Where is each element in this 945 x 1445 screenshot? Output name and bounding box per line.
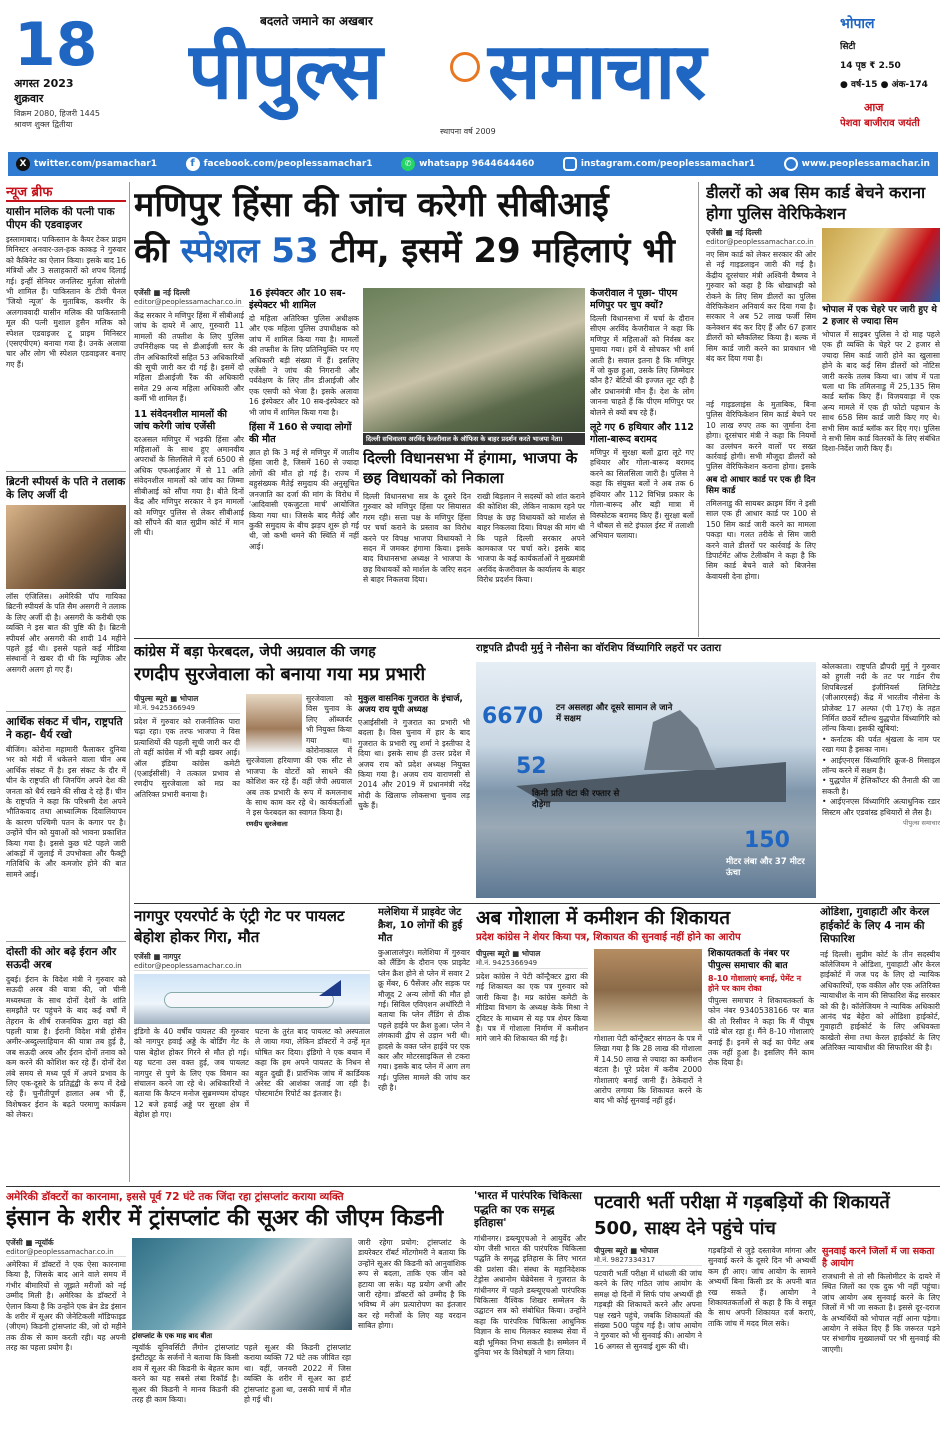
congress-head-2: रणदीप सुरजेवाला को बनाया गया मप्र प्रभारी: [134, 664, 426, 685]
section-rule: [6, 1186, 940, 1187]
nagpur-body-1: इंडिगो के 40 वर्षीय पायलट की गुरुवार को नागपुर हवाई अड्डे के बोर्डिंग गेट के पास बेहोश होकर गिरने से मौत हो गई। यह घटना उस वक्त हुई, जब पायलट नागपुर से पुणे के लिए एक विमान का संचालन करने जा रहे थे। अधिकारियों ने बताया कि कैप्टन मनोज सुब्रमण्यम दोपहर 12 बजे हवाई अड्डे पर सुरक्षा क्षेत्र में बेहोश हो गए।: [134, 1027, 249, 1120]
kejriwal-body: दिल्ली विधानसभा में चर्चा के दौरान सीएम अरविंद केजरीवाल ने कहा कि मणिपुर में महिलाओं को निर्वस्त्र कर घुमाया गया। हमें ये सोचकर भी शर्म आती है। सवाल इतना है कि मणिपुर में जो कुछ हुआ, उसके लिए जिम्मेदार कौन है? बेटियों की इज्जत लूट रही है और प्रधानमंत्री मौन हैं। देश के लोग जानना चाहते हैं कि पीएम मणिपुर पर बोलने से क्यों बच रहे हैं।: [590, 314, 694, 417]
founded: स्थापना वर्ष 2009: [440, 127, 496, 136]
kejriwal-story: [590, 288, 694, 634]
mobile-number: मो.नं. 9425366949: [476, 959, 588, 969]
sim-story: [706, 182, 940, 637]
lead-subhead-3: हिंसा में 160 से ज्यादा लोगों की मौत: [249, 422, 352, 446]
navy-bullet: • आईएनएस विंध्यागिरि अत्याधुनिक रडार सिस्टम और एडवांस्ड हथियारों से लैस है।: [822, 797, 940, 817]
today-label: आज: [864, 101, 884, 114]
label-6670-text: टन असलहा और दूसरे सामान ले जाने में सक्षम: [556, 703, 673, 724]
brief-item-1: [6, 206, 126, 472]
title-left: पीपुल्स: [188, 27, 382, 117]
today-event: पेशवा बाजीराव जयंती: [840, 118, 920, 129]
social-whatsapp[interactable]: [401, 157, 534, 171]
odisha-story: [820, 906, 940, 1156]
surjewala-photo: [246, 694, 302, 752]
lead-body-1: केंद्र सरकार ने मणिपुर हिंसा में सीबीआई जांच के दायरे में आए, गुरुवारी 11 मामलों की तफ्तीश के लिए पुलिस उपनिरीक्षक पद से डीआईजी स्तर के तीन अधिकारियों सहित 53 अधिकारियों की सूची जारी कर दी गई है। इसमें दो महिला डीआईजी रैंक की अधिकारी समेत 29 अन्य महिला अधिकारी और कर्मी भी शामिल हैं।: [134, 311, 244, 404]
edition: सिटी: [840, 42, 856, 52]
protest-photo: [363, 288, 585, 432]
news-brief-column: [6, 182, 126, 1186]
brief-head: ब्रिटनी स्पीयर्स के पति ने तलाक के लिए अर्जी दी: [6, 476, 126, 501]
logo-emblem-icon: [450, 52, 480, 82]
social-text: instagram.com/peoplessamachar1: [580, 159, 756, 169]
kidney-prehead: अमेरिकी डॉक्टरों का कारनामा, इससे पूर्व 72 घंटे तक जिंदा रहा ट्रांसप्लांट कराया व्यक्ति: [6, 1191, 344, 1203]
section-rule: [134, 638, 940, 639]
brief-item-2: [6, 476, 126, 712]
label-6670: 6670: [482, 704, 544, 729]
year-issue: ● वर्ष-15 ● अंक-174: [840, 80, 928, 90]
indigo-plane-photo: [134, 974, 370, 1024]
kidney-body-2: न्यूयॉर्क यूनिवर्सिटी लैंगोन ट्रांसप्लांट इंस्टीट्यूट के सर्जनों ने बताया कि किसी शव में सूअर की किडनी के बेहतर काम करने का यह सबसे लंबा रिकॉर्ड है। सूअर की किडनी ने मानव किडनी की तरह ही काम किया।: [132, 1343, 239, 1405]
instagram-icon: [563, 157, 577, 171]
delhi-head: दिल्ली विधानसभा में हंगामा, भाजपा के छह विधायकों को निकाला: [363, 449, 578, 487]
ayurveda-story: [474, 1190, 586, 1442]
patwari-body-1: पटवारी भर्ती परीक्षा में धांधली की जांच करने के लिए गठित जांच आयोग के समक्ष दो दिनों में सिर्फ पांच अभ्यर्थी ही गड़बड़ी की शिकायतें करने और अपना पक्ष रखने पहुंचे, जबकि शिकायतों की संख्या 500 पहुंच गई है। जांच आयोग ने गुरुवार को भी सुनवाई की। आयोग ने 16 अगस्त से सुनवाई शुरू की थी।: [594, 1269, 702, 1351]
kidney-head: इंसान के शरीर में ट्रांसप्लांट की सूअर की जीएम किडनी: [6, 1206, 444, 1231]
lead-body-col2: [249, 288, 359, 634]
brief-body: इस्लामाबाद। पाकिस्तान के कैयर टेकर प्राइम मिनिस्टर अनवार-उल-हक काकड़ ने गुरुवार को कैबिनेट का ऐलान किया। इसके बाद 16 मंत्रियों और 3 सलाहकारों को शपथ दिलाई गई। इन्हीं सेनियर जनलिस्ट मुर्तजा सोलंगी भी शामिल हैं। पाकिस्तान के टीवी चैनल 'जियो न्यूज' के मुताबिक, कश्मीर के अलगाववादी यासीन मलिक की पाकिस्तानी मूल की पत्नी मुशाल हुसैन मलिक को स्पेशल एडवाइजर टू प्राइम मिनिस्टर (एसएपीएम) बनाया गया है। उनके अलावा चार और लोग भी स्पेशल एडवाइजर बनाए गए हैं।: [6, 235, 126, 369]
sim-body-2: नई गाइडलाइंस के मुताबिक, बिना पुलिस वेरिफिकेशन सिम कार्ड बेचने पर 10 लाख रुपए तक का जुर्माना देना होगा। दूरसंचार मंत्री ने कहा कि नियमों का उल्लंघन करने वालों पर सख्त कार्रवाई होगी। सभी मौजूदा डीलरों को पुलिस वेरिफिकेशन कराना होगा। इसके: [706, 400, 816, 472]
sim-box-body: भोपाल में साइबर पुलिस ने दो माह पहले एक ही व्यक्ति के चेहरे पर 2 हजार से ज्यादा सिम कार्ड जारी होने का खुलासा होने के बाद कई सिम डीलरों को नोटिस जारी करके तलब किया था। जांच में पता चला था कि तमिलनाडु में 25,135 सिम कार्ड ब्लॉक किए हैं। विजयवाड़ा में एक अन्य मामले में एक ही फोटो पहचान के साथ 658 सिम कार्ड जारी किए गए थे। सभी सिम कार्ड ब्लॉक कर दिए गए। पुलिस ने सभी सिम कार्ड वितरकों के लिए संबंधित दिशा-निर्देश जारी किए हैं।: [822, 330, 940, 454]
newspaper-title: [188, 24, 818, 124]
gaushala-box-body: पीपुल्स समाचार ने शिकायतकर्ता के फोन नंबर 9340538166 पर बात की तो रिसीवर ने कहा कि मैं पीयूष पांडे बोल रहा हूं। मैंने 8-10 गोशालाएं बनाई हैं। इनमें से कई का पेमेंट अब तक नहीं हुआ है। इसलिए मैंने काम रोक दिया है।: [708, 996, 814, 1068]
sim-cards-photo: [822, 228, 940, 302]
lead-highlight: स्पेशल 53: [180, 231, 319, 271]
gaushala-story: [476, 906, 814, 1156]
brief-body: बीजिंग। कोरोना महामारी फैलाकर दुनिया भर को मंदी में धकेलने वाला चीन अब आर्थिक संकट में है। इस संकट के दौर में चीन के राष्ट्रपति शी जिनपिंग अपने देश की जनता को धैर्य रखने की सीख दे रहे हैं। चीन के राष्ट्रपति ने कहा कि परिश्रमी देश अपने भौतिकवाद तथा आध्यात्मिक दिवालियापन के कारण पश्चिमी पतन के कगार पर है। उन्होंने चीन को युवाओं को भावना प्रकाशित किया गया है। इससे कुछ घंटे पहले जारी आंकड़ों में जुलाई में उपभोक्ता और फैक्ट्री गतिविधि के और कमजोर होने की बात सामने आई।: [6, 745, 126, 879]
byline: पीपुल्स ब्यूरो ■ भोपाल: [476, 949, 541, 958]
email: editor@peoplessamachar.co.in: [706, 238, 816, 247]
email: editor@peoplessamachar.co.in: [6, 1248, 126, 1257]
protest-photo-caption: दिल्ली सचिवालय अरविंद केजरीवाल के ऑफिस के बाहर प्रदर्शन करते भाजपा नेता।: [363, 433, 585, 445]
kejriwal-body-2: मणिपुर में सुरक्षा बलों द्वारा लूटे गए हथियार और गोला-बारूद बरामद करने का सिलसिला जारी है। पुलिस ने कहा कि संयुक्त बलों ने अब तक 6 हथियार और 112 विभिन्न प्रकार के गोला-बारूद और बड़ी मात्रा में विस्फोटक बरामद किए हैं। सुरक्षा बलों ने थौबल से सटे इंफाल ईस्ट में तलाशी अभियान चलाया।: [590, 448, 694, 541]
lead-body-4: ज्ञात हो कि 3 मई से मणिपुर में जातीय हिंसा जारी है, जिसमें 160 से ज्यादा लोगों की मौत हो गई है। राज्य में बहुसंख्यक मैतेई समुदाय की अनुसूचित जनजाति का दर्जा की मांग के विरोध में 'आदिवासी एकजुटता मार्च' आयोजित किया गया था। जिसके बाद मैतेई और कुकी समुदाय के बीच झड़प शुरू हो गई थी, जो कभी थमने की स्थिति में नहीं आई।: [249, 448, 359, 551]
label-52: 52: [516, 754, 547, 779]
tithi: श्रावण शुक्ल द्वितीया: [14, 120, 73, 129]
byline: एजेंसी ■ नई दिल्ली: [706, 228, 762, 237]
odisha-head: ओडिशा, गुवाहाटी और केरल हाईकोर्ट के लिए 4 नाम की सिफारिश: [820, 906, 930, 945]
congress-subhead: मुकुल वासनिक गुजरात के इंचार्ज, अजय राय यूपी अध्यक्ष: [358, 694, 463, 715]
mobile-number: मो.नं. 9827334317: [594, 1256, 702, 1266]
britney-photo: [6, 505, 126, 589]
congress-story: [134, 642, 470, 900]
sim-body-1: नए सिम कार्ड को लेकर सरकार की ओर से नई गाइडलाइन जारी की गई है। केंद्रीय दूरसंचार मंत्री अश्विनी वैष्णव ने गुरुवार को कहा है कि धोखाधड़ी को रोकने के लिए सिम डीलरों का पुलिस वेरिफिकेशन अनिवार्य कर दिया गया है। सरकार ने अब 52 लाख फर्जी सिम कनेक्शन बंद कर दिए हैं और 67 हजार डीलरों को ब्लैकलिस्ट किया है। बल्क में सिम कार्ड जारी करने का प्रावधान भी बंद कर दिया गया है।: [706, 250, 816, 364]
kidney-body-1: अमेरिका में डॉक्टरों ने एक ऐसा कारनामा किया है, जिसके बाद आने वाले समय में गंभीर बीमारियों से जूझते मरीजों को नई उम्मीद मिली है। अमेरिका के डॉक्टरों ने ऐलान किया है कि उन्होंने एक ब्रेन डेड इंसान के शरीर में सूअर की जेनेटिकली मॉडिफाइड (जीएम) किडनी ट्रांसप्लांट की, जो दो महीने तक ठीक से काम करती रही। यह अपनी तरह का पहला प्रयोग है।: [6, 1260, 126, 1353]
lead-body-2: दरअसल मणिपुर में भड़की हिंसा और महिलाओं के साथ हुए अमानवीय अपराधों के सिलसिले में दर्ज 6500 से अधिक एफआईआर में से 11 अति संवेदनशील मामलों को जांच का जिम्मा सीबीआई को सौंपा गया है। बीते दिनों केंद्र और मणिपुर सरकार ने इन मामलों को मणिपुर पुलिस से लेकर सीबीआई को सौंपने की बात सुप्रीम कोर्ट में मान ली थी।: [134, 434, 244, 538]
kidney-story: [6, 1190, 466, 1442]
byline: पीपुल्स ब्यूरो ■ भोपाल: [594, 1246, 659, 1255]
cows-photo: [594, 949, 702, 1031]
delhi-body-1: दिल्ली विधानसभा सत्र के दूसरे दिन गुरुवार को मणिपुर हिंसा पर सियासत गरम रही। सत्ता पक्ष के मणिपुर हिंसा पर चर्चा कराने के प्रस्ताव का विरोध करने पर विपक्ष भाजपा विधायकों ने सदन में जमकर हंगामा किया। इसके बाद विधानसभा अध्यक्ष ने भाजपा के छह विधायकों को मार्शल के जरिए सदन से बाहर निकलवा दिया।: [363, 492, 471, 585]
brief-item-3: [6, 716, 126, 942]
column-divider: [129, 182, 130, 1182]
globe-icon: [784, 157, 798, 171]
navy-bullet: • युद्धपोत में हेलिकॉप्टर की तैनाती की जा सकती है।: [822, 776, 940, 796]
social-instagram[interactable]: [563, 157, 755, 171]
email: editor@peoplessamachar.co.in: [134, 962, 370, 971]
brief-head: दोस्ती की ओर बढ़े ईरान और सऊदी अरब: [6, 946, 117, 971]
sim-subhead: अब दो आधार कार्ड पर एक ही दिन सिम कार्ड: [706, 475, 816, 496]
warship-photo: [476, 662, 816, 898]
sim-head: डीलरों को अब सिम कार्ड बेचने कराना होगा पुलिस वेरिफिकेशन: [706, 183, 926, 223]
weekday: शुक्रवार: [14, 92, 44, 105]
social-text: www.peoplessamachar.in: [801, 159, 930, 169]
nagpur-story: [134, 906, 370, 1156]
gaushala-subhead: प्रदेश कांग्रेस ने शेयर किया पत्र, शिकायत की सुनवाई नहीं होने का आरोप: [476, 932, 741, 943]
social-twitter[interactable]: [16, 157, 157, 171]
kejriwal-head: केजरीवाल ने पूछा- पीएम मणिपुर पर चुप क्यों?: [590, 288, 678, 311]
lead-subhead-2: 16 इंस्पेक्टर और 10 सब-इंस्पेक्टर भी शामिल: [249, 288, 346, 311]
label-52-text: किमी प्रति घंटा की रफ्तार से दौड़ेगा: [532, 789, 620, 810]
malaysia-head: मलेशिया में प्राइवेट जेट क्रैश, 10 लोगों की हुई मौत: [378, 907, 463, 944]
delhi-story: [363, 448, 585, 634]
social-facebook[interactable]: [186, 157, 373, 171]
social-text: whatsapp 9644644460: [419, 159, 535, 169]
patwari-body-3: राजधानी से तो सौ किलोमीटर के दायरे में स्थित जिलों का एक दुक भी नहीं पहुंचा। जांच आयोग अब सुनवाई करने के लिए जिलों में भी जा सकता है। इससे दूर-दराज के अभ्यर्थियों को भोपाल नहीं आना पड़ेगा। आयोग ने संकेत दिए हैं कि जरूरत पड़ने पर संभागीय मुख्यालयों पर भी सुनवाई की जाएगी।: [822, 1272, 940, 1354]
date-block: [14, 14, 139, 134]
facebook-icon: f: [186, 157, 200, 171]
gaushala-box-sub: 8-10 गोशालाएं बनाई, पेमेंट न होने पर काम रोका: [708, 974, 802, 993]
brief-head: यासीन मलिक की पत्नी पाक पीएम की एडवाइजर: [6, 206, 115, 231]
samvat: विक्रम 2080, हिजरी 1445: [14, 109, 100, 118]
surgery-caption: ट्रांसप्लांट के एक माह बाद बीता: [132, 1332, 213, 1340]
patwari-body-2: गड़बड़ियों से जुड़े दस्तावेज मांगना और सुनवाई करने के दूसरे दिन भी अभ्यर्थी कम ही आए। जांच आयोग के सामने अभ्यर्थी बिना किसी डर के अपनी बात रख सकते हैं। आयोग ने शिकायतकर्ताओं से कहा है कि वे सबूत के साथ अपनी शिकायत दर्ज कराएं, ताकि जांच में मदद मिल सके।: [708, 1246, 816, 1328]
sim-box-head: भोपाल में एक चेहरे पर जारी हुए थे 2 हजार से ज्यादा सिम: [822, 305, 937, 327]
social-text: facebook.com/peoplessamachar1: [203, 159, 373, 169]
byline: पीपुल्स ब्यूरो ■ भोपाल: [134, 694, 199, 703]
nagpur-body-2: घटना के तुरंत बाद पायलट को अस्पताल ले जाया गया, लेकिन डॉक्टरों ने उन्हें मृत घोषित कर दिया। इंडिगो ने एक बयान में कहा कि हम अपने पायलट के निधन से बहुत दुखी हैं। प्रारंभिक जांच में कार्डियक अरेस्ट की आशंका जताई जा रही है। पोस्टमार्टम रिपोर्ट का इंतजार है।: [255, 1027, 370, 1099]
byline: एजेंसी ■ न्यूयॉर्क: [6, 1238, 54, 1247]
news-brief-label: न्यूज ब्रीफ: [6, 182, 126, 202]
byline: एजेंसी ■ नई दिल्ली: [134, 288, 190, 297]
patwari-head: पटवारी भर्ती परीक्षा में गड़बड़ियों की शिकायतें 500, साक्ष्य देने पहुंचे पांच: [594, 1192, 890, 1239]
gaushala-body-2: गोशाला पेटी कॉन्ट्रैक्टर संगठन के पत्र में लिखा गया है कि 28 लाख की गोशाला में 14.50 लाख से ज्यादा का कमीशन बंटता है। पूरे प्रदेश में करीब 2000 गोशालाएं बनाई जानी हैं। ठेकेदारों ने आरोप लगाया कि शिकायत करने के बाद भी कोई सुनवाई नहीं हुई।: [594, 1034, 702, 1106]
congress-body-1: प्रदेश में गुरुवार को राजनीतिक पारा चढ़ा रहा। एक तरफ भाजपा ने विस प्रत्याशियों की पहली सूची जारी कर दी तो वहीं कांग्रेस में भी बड़ी खबर आई। ऑल इंडिया कांग्रेस कमेटी (एआईसीसी) ने तत्काल प्रभाव से रणदीप सुरजेवाला को मप्र का अतिरिक्त प्रभारी बनाया है।: [134, 717, 240, 799]
lead-subhead-1: 11 संवेदनशील मामलों की जांच करेगी जांच एजेंसी: [134, 408, 228, 432]
kejriwal-subhead: लूटे गए 6 हथियार और 112 गोला-बारूद बरामद: [590, 422, 694, 446]
patwari-story: [594, 1190, 940, 1442]
plane-body: [164, 992, 334, 1008]
label-150-text: मीटर लंबा और 37 मीटर ऊंचा: [726, 857, 805, 878]
lead-headline-line1: मणिपुर हिंसा की जांच करेगी सीबीआई: [134, 185, 609, 225]
mobile-number: मो.नं. 9425366949: [134, 704, 240, 714]
ayurveda-body: गांधीनगर। डब्ल्यूएचओ ने आयुर्वेद और योग जैसी भारत की पारंपरिक चिकित्सा पद्धति के समृद्ध इतिहास के लिए भारत की प्रशंसा की। संस्था के महानिदेशक टेड्रोस अधानोम घेब्रेयेसस ने गुजरात के गांधीनगर में पहले डब्ल्यूएचओ पारंपरिक चिकित्सा वैश्विक शिखर सम्मेलन के उद्घाटन सत्र को संबोधित किया। उन्होंने कहा कि पारंपरिक चिकित्सा आधुनिक विज्ञान के साथ मिलकर स्वास्थ्य सेवा में बड़ी भूमिका निभा सकती है। सम्मेलन में दुनिया भर के विशेषज्ञों ने भाग लिया।: [474, 1233, 586, 1357]
brief-head: आर्थिक संकट में चीन, राष्ट्रपति ने कहा- धैर्य रखो: [6, 716, 123, 741]
navy-credit: पीपुल्स समाचार: [903, 819, 940, 828]
edition-block: [840, 14, 940, 144]
navy-side: [822, 662, 940, 900]
column-divider: [698, 182, 699, 637]
navy-bullet: • आईएनएस विंध्यागिरि क्रूज-8 मिसाइल लॉन्च करने में सक्षम है।: [822, 755, 940, 776]
malaysia-body: कुआलालंपुर। मलेशिया में गुरुवार को लैंडिंग के दौरान एक प्राइवेट प्लेन क्रैश होने से प्लेन में सवार 2 क्रू मेंबर, 6 पैसेंजर और सड़क पर मौजूद 2 अन्य लोगों की मौत हो गई। सिविल एविएशन अथॉरिटी ने बताया कि प्लेन लैंडिंग से ठीक पहले हाईवे पर क्रैश हुआ। प्लेन ने लंगकावी द्वीप से उड़ान भरी थी। हादसे के वक्त प्लेन हाईवे पर एक कार और मोटरसाइकिल से टकरा गया। इसके बाद प्लेन में आग लग गई। पुलिस मामले की जांच कर रही है।: [378, 948, 470, 1093]
navy-story: [476, 642, 940, 900]
whatsapp-icon: ✆: [401, 157, 415, 171]
sim-body-3: तमिलनाडु की सायबर क्राइम विंग ने इसी साल एक ही आधार कार्ड पर 100 से 150 सिम कार्ड जारी करने का मामला पकड़ा था। गलत तरीके से सिम जारी करने वाले डीलरों पर कार्रवाई के लिए डिपार्टमेंट ऑफ टेलीकॉम ने कहा है कि सिम कार्ड बेचने वाले को बिजनेस केवायसी देना होगा।: [706, 499, 816, 581]
masthead: [0, 0, 945, 150]
social-bar: [8, 152, 938, 176]
social-text: twitter.com/psamachar1: [34, 159, 158, 169]
pages-price: 14 पृष्ठ ₹ 2.50: [840, 61, 901, 71]
section-rule: [134, 903, 940, 904]
brief-body: दुबई। ईरान के विदेश मंत्री ने गुरुवार को सऊदी अरब की यात्रा की, जो चीनी मध्यस्थता के साथ दोनों देशों के शांति समझौते पर पहुंचने के बाद कई वर्षों में तेहरान के शीर्ष राजनयिक द्वारा वहां की पहली यात्रा है। ईरानी विदेश मंत्री होसैन अमीर-अब्दुल्लाहियान की यात्रा तब हुई है, जब सऊदी अरब और ईरान दोनों तनाव को कम करने की कोशिश कर रहे हैं। दोनों देश लंबे समय से मध्य पूर्व में अपने प्रभाव के लिए एक-दूसरे के प्रतिद्वंद्वी के रूप में देखे रहे हैं। चुनौतीपूर्ण हालात अब भी हैं, विशेषकर ईरान के बढ़ते परमाणु कार्यक्रम को लेकर।: [6, 975, 126, 1120]
label-150: 150: [744, 828, 790, 853]
patwari-subhead: सुनवाई करने जिलों में जा सकता है आयोग: [822, 1246, 935, 1269]
navy-body: कोलकाता। राष्ट्रपति द्रौपदी मुर्मु ने गुरुवार को हुगली नदी के तट पर गार्डन रीच शिपबिल्डर्स इंजीनियर्स लिमिटेड (जीआरएसई) केंद्र में भारतीय नौसेना के प्रोजेक्ट 17 अल्फा (पी 17ए) के तहत निर्मित छठवें स्टील्थ युद्धपोत विंध्यागिरि को लॉन्च किया। इसकी खूबियां:: [822, 662, 940, 734]
tagline: बदलते जमाने का अखबार: [260, 14, 373, 28]
odisha-body: नई दिल्ली। सुप्रीम कोर्ट के तीन सदस्यीय कॉलेजियम ने ओडिशा, गुवाहाटी और केरल हाईकोर्ट में जज पद के लिए दो न्यायिक अधिकारियों, एक वकील और एक अतिरिक्त न्यायाधीश के नाम की सिफारिश केंद्र सरकार को की है। कॉलेजियम ने न्यायिक अधिकारी आनंद चंद्र बेहेरा को ओडिशा हाईकोर्ट, गुवाहाटी हाईकोर्ट के लिए अधिवक्ता काखेतो सेमा तथा केरल हाईकोर्ट के लिए अतिरिक्त न्यायाधीश की सिफारिश की है।: [820, 949, 940, 1053]
surjewala-caption: रणदीप सुरजेवाला: [246, 819, 288, 828]
lead-body-col1: [134, 288, 244, 634]
ayurveda-head: 'भारत में पारंपरिक चिकित्सा पद्धति का एक समृद्ध इतिहास': [474, 1190, 582, 1229]
nagpur-head: नागपुर एयरपोर्ट के एंट्री गेट पर पायलट बेहोश होकर गिरा, मौत: [134, 907, 345, 946]
brief-body: लॉस एंजिलिस। अमेरिकी पॉप गायिका ब्रिटनी स्पीयर्स के पति सैम असगरी ने तलाक के लिए अर्जी दी है। असगरी के करीबी एक व्यक्ति ने इस बात की पुष्टि की है। ब्रिटनी स्पीयर्स और असगरी की शादी 14 महीने पहले हुई थी। इससे पहले कई मीडिया संस्थानों ने खबर दी थी कि म्यूजिक और असगरी अलग हो गए हैं।: [6, 592, 126, 674]
kidney-body-4: जारी रहेगा प्रयोग: ट्रांसप्लांट के डायरेक्टर रॉबर्ट मोंटगोमरी ने बताया कि उन्होंने सूअर की किडनी को आनुवांशिक रूप से बदला, ताकि एक जीन को हटाया जा सके। यह प्रयोग अभी और जारी रहेगा। डॉक्टरों को उम्मीद है कि भविष्य में अंग प्रत्यारोपण का इंतजार कर रहे मरीजों के लिए यह वरदान साबित होगा।: [358, 1238, 466, 1331]
brief-item-4: [6, 946, 126, 1186]
kidney-body-3: पहले सूअर की किडनी ट्रांसप्लांट कराया व्यक्ति 72 घंटे तक जीवित रहा था। वहीं, जनवरी 2022 में जिस व्यक्ति के शरीर में सूअर का हार्ट ट्रांसप्लांट हुआ था, उसकी मार्च में मौत हो गई थी।: [244, 1343, 351, 1405]
navy-bullet: • कर्नाटक की पर्वत श्रृंखला के नाम पर रखा गया है इसका नाम।: [822, 734, 940, 755]
gaushala-box-head: शिकायतकर्ता के नंबर पर पीपुल्स समाचार की बात: [708, 949, 790, 971]
surgery-photo: [132, 1238, 352, 1330]
gaushala-head: अब गोशाला में कमीशन की शिकायत: [476, 907, 731, 929]
month-year: अगस्त 2023: [14, 77, 74, 90]
title-right: समाचार: [488, 27, 706, 117]
navy-head: राष्ट्रपति द्रौपदी मुर्मु ने नौसेना का वॉरशिप विंध्यागिरि लहरों पर उतारा: [476, 643, 722, 654]
congress-head-1: कांग्रेस में बड़ा फेरबदल, जेपी अग्रवाल की जगह: [134, 644, 376, 660]
date-number: 18: [14, 14, 98, 80]
twitter-icon: X: [16, 157, 30, 171]
lead-body-3: दो महिला अतिरिक्त पुलिस अधीक्षक और एक महिला पुलिस उपाधीक्षक को जांच में शामिल किया गया है। मामलों की तफ्तीश के लिए प्रतिनियुक्ति पर गए अधिकारी बड़ी संख्या में हैं। इसलिए एजेंसी ने जांच की निगरानी और पर्यवेक्षण के लिए तीन डीआईजी और एक एसपी को भेजा है। इसके अलावा 16 इंस्पेक्टर और 10 सब-इंस्पेक्टर को भी जांच में शामिल किया गया है।: [249, 314, 359, 417]
congress-body-3: एआईसीसी ने गुजरात का प्रभारी भी बदला है। विस चुनाव में हार के बाद गुजरात के प्रभारी रघु शर्मा ने इस्तीफा दे दिया था। इसके साथ ही उत्तर प्रदेश में अजय राय को प्रदेश अध्यक्ष नियुक्त किया गया है। अजय राय वाराणसी से 2014 और 2019 में प्रधानमंत्री नरेंद्र मोदी के खिलाफ लोकसभा चुनाव लड़ चुके हैं।: [358, 718, 470, 811]
malaysia-story: [378, 906, 470, 1156]
gaushala-body-1: प्रदेश कांग्रेस ने पेटी कॉन्ट्रैक्टर द्वारा की गई शिकायत का एक पत्र गुरुवार को जारी किया है। मप्र कांग्रेस कमेटी के मीडिया विभाग के अध्यक्ष केके मिश्रा ने ट्विटर के माध्यम से यह पत्र शेयर किया है। पत्र में गोशाला निर्माण में कमीशन मांगे जाने की शिकायत की गई है।: [476, 972, 588, 1044]
city: भोपाल: [840, 16, 875, 32]
email: editor@peoplessamachar.co.in: [134, 298, 244, 307]
lead-headline: [134, 182, 694, 282]
lead-headline-line2: की स्पेशल 53 टीम, इसमें 29 महिलाएं भी: [134, 231, 675, 271]
social-website[interactable]: [784, 157, 930, 171]
delhi-body-2: राखी बिड़लान ने सदस्यों को शांत कराने की कोशिश की, लेकिन नाकाम रहने पर विपक्ष के छह विधायकों को मार्शल से बाहर निकलवा दिया। विपक्ष की मांग थी कि पहले दिल्ली सरकार अपने कामकाज पर चर्चा करे। इसके बाद भाजपा के कई कार्यकर्ताओं ने मुख्यमंत्री अरविंद केजरीवाल के कार्यालय के बाहर विरोध प्रदर्शन किया।: [477, 492, 585, 585]
congress-body-2: सुरजेवाला को विस चुनाव के लिए ऑब्जर्वर भी नियुक्त किया गया था। कोरोनाकाल में सुरजेवाला हरियाणा की एक सीट से भाजपा के वोटरों को साधने की कोशिश कर रहे हैं। वहीं जेपी अग्रवाल अब तक प्रभारी के रूप में कमलनाथ के साथ काम कर रहे थे। कार्यकर्ताओं ने इस फेरबदल का स्वागत किया है।: [246, 694, 352, 818]
byline: एजेंसी ■ नागपुर: [134, 952, 181, 961]
